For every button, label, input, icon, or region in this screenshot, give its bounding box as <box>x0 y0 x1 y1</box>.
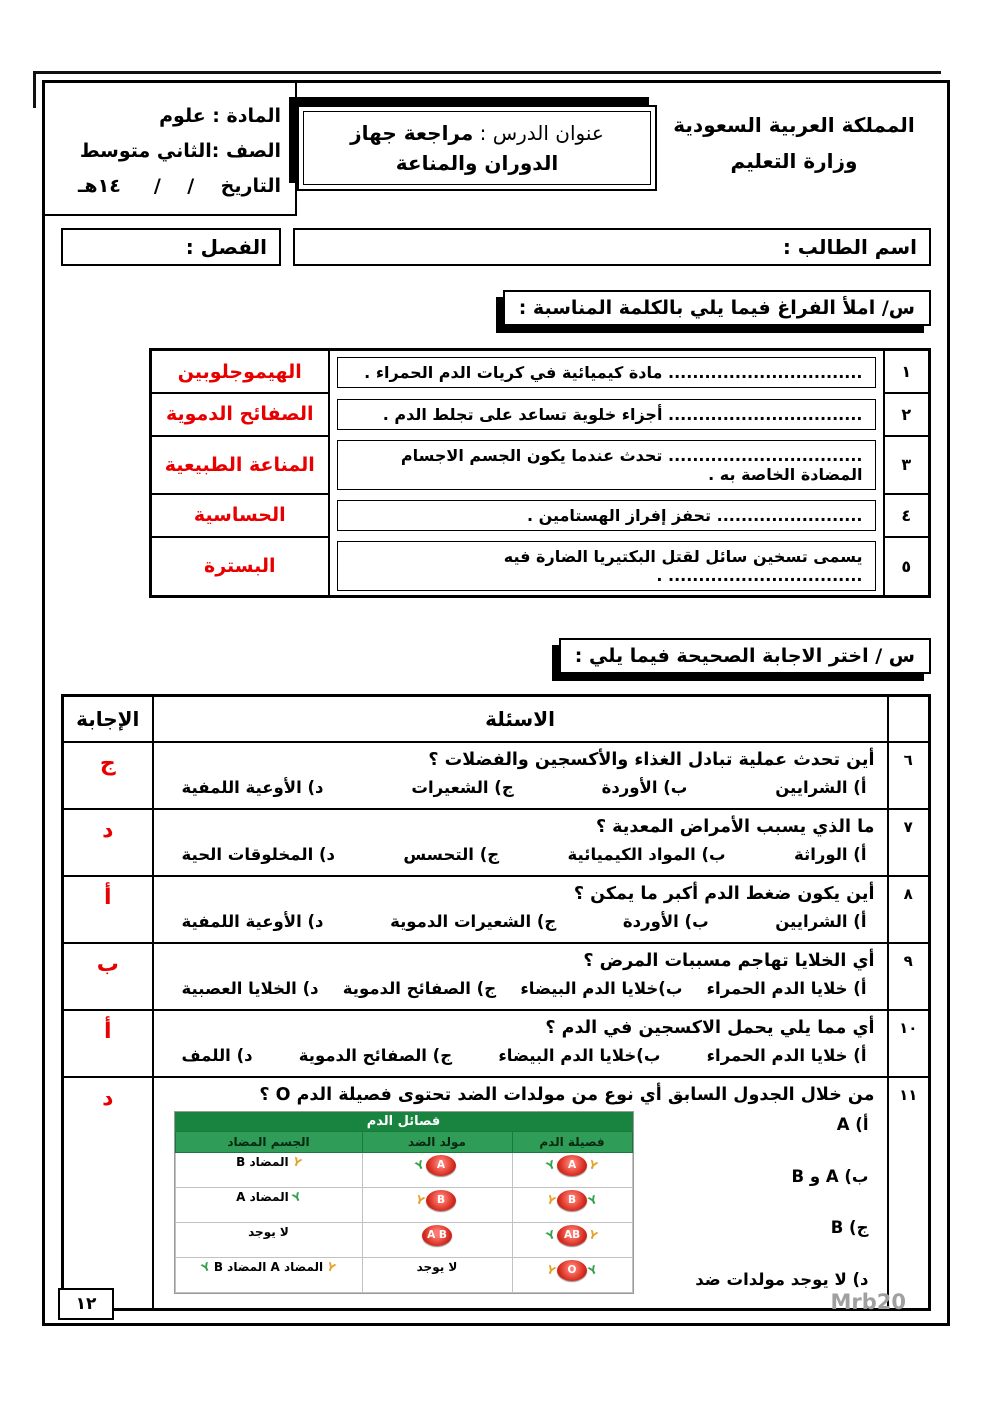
mcq-number-header <box>888 695 930 742</box>
date-line: التاريخ / / ١٤هـ <box>77 175 281 198</box>
answer-cell: ب <box>63 943 153 1010</box>
option-d: د) الأوعية اللمفية <box>181 911 324 931</box>
option-b: ب) A و B <box>791 1166 869 1186</box>
mcq-table <box>61 694 931 1311</box>
question-row <box>63 809 930 876</box>
antigen-cell-icon: A <box>426 1155 456 1176</box>
option-b: ب) المواد الكيميائية <box>567 844 726 864</box>
answer-cell: د <box>63 809 153 876</box>
fill-answer: المناعة الطبيعية <box>151 436 329 494</box>
option-b: ب)خلايا الدم البيضاء <box>520 978 683 998</box>
fill-question-cell <box>329 436 884 494</box>
antibody-icon: Y <box>544 1227 558 1243</box>
option-d: د) الأوعية اللمفية <box>181 777 324 797</box>
fill-table <box>149 348 931 598</box>
header <box>61 93 931 216</box>
blood-type-header: فصيلة الدم <box>512 1131 632 1152</box>
fill-question: ................................ تحدث عندما يكون الجسم الاجسام المضادة الخاصة به . <box>337 440 876 490</box>
fill-row-number: ٥ <box>884 537 930 597</box>
fill-row <box>151 537 930 597</box>
fill-question-cell <box>329 494 884 537</box>
class-field[interactable]: الفصل : <box>61 228 281 266</box>
fill-section-title-row <box>61 290 931 326</box>
fill-question-cell <box>329 393 884 436</box>
lesson-label: عنوان الدرس : <box>479 121 604 145</box>
fill-answer: الهيموجلوبين <box>151 350 329 393</box>
option-a: أ) خلايا الدم الحمراء <box>706 978 867 998</box>
option-b: ب) الأوردة <box>601 777 688 797</box>
antibody-icon: Y <box>413 1192 427 1208</box>
country-name: المملكة العربية السعودية <box>673 113 915 137</box>
lesson-title-block <box>297 105 657 216</box>
option-d: د) لا يوجد مولدات ضد <box>695 1269 869 1289</box>
mcq-header-row <box>63 695 930 742</box>
question-number: ٧ <box>888 809 930 876</box>
question-text: ما الذي يسبب الأمراض المعدية ؟ <box>595 816 875 837</box>
options-row <box>166 971 875 1000</box>
answer-cell: ج <box>63 742 153 809</box>
lesson-title-text: مراجعة جهاز <box>350 121 474 145</box>
blood-table-row <box>175 1222 632 1257</box>
option-a: أ) خلايا الدم الحمراء <box>706 1045 867 1065</box>
option-d: د) المخلوقات الحية <box>181 844 335 864</box>
option-b: ب)خلايا الدم البيضاء <box>498 1045 661 1065</box>
grade-line: الصف :الثاني متوسط <box>79 140 281 163</box>
option-d: د) اللمف <box>181 1045 253 1065</box>
fill-question-cell <box>329 537 884 597</box>
antibody-icon: Y <box>586 1157 600 1173</box>
fill-row-number: ١ <box>884 350 930 393</box>
question-row <box>63 943 930 1010</box>
question-cell <box>153 1077 888 1310</box>
antibody-icon: Y <box>325 1259 338 1275</box>
option-c: ج) الشعيرات الدموية <box>390 911 557 931</box>
option-c: ج) التحسس <box>403 844 500 864</box>
question-row <box>63 1010 930 1077</box>
fill-row-number: ٤ <box>884 494 930 537</box>
question-row <box>63 876 930 943</box>
watermark: Mrb20 <box>830 1290 906 1314</box>
antigen-label: لا يوجد <box>416 1259 458 1274</box>
fill-row-number: ٢ <box>884 393 930 436</box>
fill-row <box>151 393 930 436</box>
option-d: د) الخلايا العصبية <box>181 978 319 998</box>
mcq-section-title-row <box>61 638 931 674</box>
fill-row <box>151 436 930 494</box>
question-cell <box>153 876 888 943</box>
option-c: ج) الشعيرات <box>411 777 514 797</box>
red-blood-cell-icon: B <box>557 1190 587 1211</box>
question-row <box>63 742 930 809</box>
blood-types-image <box>174 1111 634 1294</box>
blood-table-title: فصائل الدم <box>175 1112 633 1131</box>
blood-table-row <box>175 1187 632 1222</box>
subject-info-block <box>45 83 297 216</box>
fill-question-cell <box>329 350 884 393</box>
question-number: ١١ <box>888 1077 930 1310</box>
answer-cell: د <box>63 1077 153 1310</box>
antibody-label: المضاد A <box>236 1189 289 1204</box>
options-row <box>166 1038 875 1067</box>
lesson-title-box <box>297 105 657 191</box>
lesson-title-line2: الدوران والمناعة <box>395 151 559 175</box>
antibody-icon: Y <box>544 1262 558 1278</box>
options-row <box>166 904 875 933</box>
antibody-icon: Y <box>586 1262 600 1278</box>
antigen-header: مولد الضد <box>362 1131 512 1152</box>
question-number: ١٠ <box>888 1010 930 1077</box>
blood-table <box>175 1131 633 1293</box>
fill-section-title: س/ املأ الفراغ فيما يلي بالكلمة المناسبة : <box>503 290 931 326</box>
antibody-icon: Y <box>544 1157 558 1173</box>
fill-question: ................................ أجزاء خلوية تساعد على تجلط الدم . <box>337 399 876 430</box>
question-text: أين تحدث عملية تبادل الغذاء والأكسجين والفضلات ؟ <box>428 749 875 770</box>
red-blood-cell-icon: A <box>557 1155 587 1176</box>
question-text: أين يكون ضغط الدم أكبر ما يمكن ؟ <box>573 883 875 904</box>
antibody-label: المضاد B <box>236 1154 289 1169</box>
student-name-field[interactable]: اسم الطالب : <box>293 228 931 266</box>
blood-table-header <box>175 1131 632 1152</box>
answer-cell: أ <box>63 1010 153 1077</box>
subject-line: المادة : علوم <box>159 105 281 127</box>
question-number: ٨ <box>888 876 930 943</box>
ministry-name: وزارة التعليم <box>730 149 858 173</box>
question-text: أي الخلايا تهاجم مسببات المرض ؟ <box>583 950 875 971</box>
option-a: أ) الشرايين <box>775 911 867 931</box>
fill-row <box>151 494 930 537</box>
option-c: ج) B <box>830 1218 869 1238</box>
options-row <box>166 837 875 866</box>
option-c: ج) الصفائح الدموية <box>342 978 497 998</box>
question-text: من خلال الجدول السابق أي نوع من مولدات الضد تحتوى فصيلة الدم O ؟ <box>259 1084 875 1105</box>
question-cell <box>153 1010 888 1077</box>
antibody-label: لا يوجد <box>248 1224 289 1239</box>
antibody-icon: Y <box>413 1157 427 1173</box>
fill-question: ................................ مادة كيميائية في كريات الدم الحمراء . <box>337 357 876 388</box>
question-cell <box>153 943 888 1010</box>
fill-answer: الصفائح الدموية <box>151 393 329 436</box>
antibody-header: الجسم المضاد <box>175 1131 362 1152</box>
option-b: ب) الأوردة <box>622 911 709 931</box>
antigen-cell-icon: A B <box>422 1225 452 1246</box>
answer-cell: أ <box>63 876 153 943</box>
fill-answer: البسترة <box>151 537 329 597</box>
ministry-block <box>657 93 931 216</box>
fill-row-number: ٣ <box>884 436 930 494</box>
blood-table-row <box>175 1257 632 1292</box>
fill-row <box>151 350 930 393</box>
antibody-icon: Y <box>544 1192 558 1208</box>
worksheet-page <box>42 80 950 1326</box>
antibody-icon: Y <box>586 1227 600 1243</box>
antibody-icon: Y <box>290 1154 303 1170</box>
option-a: أ) A <box>836 1114 869 1134</box>
antigen-cell-icon: B <box>426 1190 456 1211</box>
fill-question: ........................ تحفز إفراز الهستامين . <box>337 500 876 531</box>
question-row <box>63 1077 930 1310</box>
options-column <box>680 1111 875 1299</box>
student-info-row <box>61 228 931 266</box>
red-blood-cell-icon: AB <box>557 1225 587 1246</box>
page-number: ١٢ <box>58 1288 114 1320</box>
question-cell <box>153 742 888 809</box>
question-11-body <box>166 1111 875 1299</box>
question-number: ٩ <box>888 943 930 1010</box>
question-number: ٦ <box>888 742 930 809</box>
mcq-section-title: س / اختر الاجابة الصحيحة فيما يلي : <box>559 638 931 674</box>
options-row <box>166 770 875 799</box>
antibody-label: المضاد A المضاد B <box>213 1259 324 1274</box>
mcq-answer-header: الإجابة <box>63 695 153 742</box>
question-cell <box>153 809 888 876</box>
lesson-title-line1 <box>312 118 642 148</box>
blood-table-row <box>175 1152 632 1187</box>
antibody-icon: Y <box>290 1189 304 1205</box>
option-a: أ) الشرايين <box>775 777 867 797</box>
fill-answer: الحساسية <box>151 494 329 537</box>
option-a: أ) الوراثة <box>794 844 867 864</box>
mcq-questions-header: الاسئلة <box>153 695 888 742</box>
antibody-icon: Y <box>199 1259 213 1275</box>
red-blood-cell-icon: O <box>557 1260 587 1281</box>
antibody-icon: Y <box>586 1192 600 1208</box>
option-c: ج) الصفائح الدموية <box>298 1045 453 1065</box>
fill-question: يسمى تسخين سائل لقتل البكتيريا الضارة فيه ................................ . <box>337 541 876 591</box>
question-text: أي مما يلي يحمل الاكسجين في الدم ؟ <box>545 1017 875 1038</box>
